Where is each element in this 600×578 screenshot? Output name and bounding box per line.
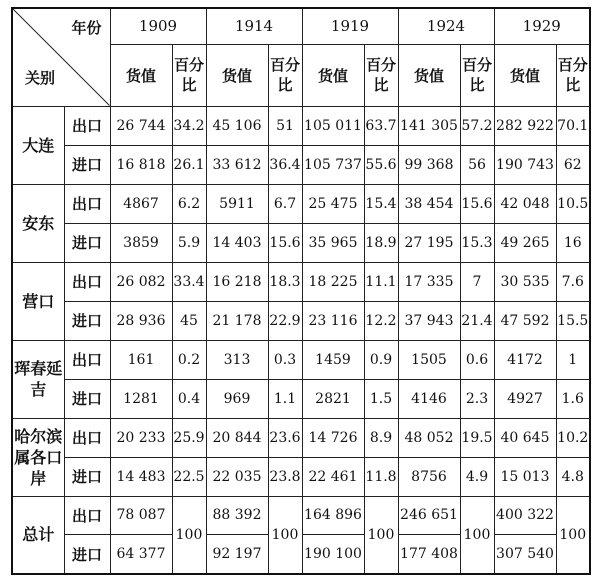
value-cell: 4172	[494, 340, 556, 379]
value-cell: 14 726	[302, 418, 364, 457]
total-value-cell	[398, 496, 460, 574]
pct-cell: 70.1	[556, 106, 590, 145]
value-cell: 23 116	[302, 301, 364, 340]
value-cell: 3859	[110, 223, 172, 262]
value-cell: 5911	[206, 184, 268, 223]
pct-cell: 8.9	[364, 418, 398, 457]
value-cell: 2821	[302, 379, 364, 418]
region-name: 哈尔滨属各口岸	[12, 418, 64, 496]
pct-cell: 1.5	[364, 379, 398, 418]
value-cell: 45 106	[206, 106, 268, 145]
value-cell: 4867	[110, 184, 172, 223]
total-export-value: 78 087	[111, 497, 172, 536]
value-cell: 26 082	[110, 262, 172, 301]
value-cell: 1505	[398, 340, 460, 379]
total-kind-split	[65, 497, 110, 574]
pct-cell: 7	[460, 262, 494, 301]
value-cell: 20 844	[206, 418, 268, 457]
pct-cell: 55.6	[364, 145, 398, 184]
total-import-value: 64 377	[116, 546, 166, 563]
value-cell: 105 737	[302, 145, 364, 184]
pct-cell: 0.2	[172, 340, 206, 379]
pct-cell: 63.7	[364, 106, 398, 145]
table-row	[12, 379, 590, 418]
region-name: 安东	[12, 184, 64, 262]
table-row	[12, 106, 590, 145]
pct-cell: 18.3	[268, 262, 302, 301]
pct-cell: 4.9	[460, 457, 494, 496]
value-cell: 27 195	[398, 223, 460, 262]
year-header: 1919	[302, 8, 398, 44]
total-pct-cell: 100	[460, 496, 494, 574]
header-row-years	[12, 8, 590, 44]
import-label: 进口	[64, 379, 110, 418]
import-label: 进口	[64, 301, 110, 340]
value-cell: 8756	[398, 457, 460, 496]
total-value-cell	[302, 496, 364, 574]
pct-cell: 5.9	[172, 223, 206, 262]
export-label: 出口	[64, 340, 110, 379]
pct-cell: 1	[556, 340, 590, 379]
value-cell: 16 818	[110, 145, 172, 184]
value-cell: 969	[206, 379, 268, 418]
table-body	[12, 8, 590, 574]
value-cell: 99 368	[398, 145, 460, 184]
total-import-value: 92 197	[212, 546, 262, 563]
total-export-value: 400 322	[495, 497, 556, 536]
total-pct-cell: 100	[364, 496, 398, 574]
value-cell: 1459	[302, 340, 364, 379]
value-cell: 26 744	[110, 106, 172, 145]
category-label: 关别	[25, 68, 56, 87]
value-cell: 40 645	[494, 418, 556, 457]
total-kind-cell	[64, 496, 110, 574]
pct-cell: 62	[556, 145, 590, 184]
table-row	[12, 457, 590, 496]
table-row	[12, 145, 590, 184]
value-cell: 1281	[110, 379, 172, 418]
export-label: 出口	[64, 262, 110, 301]
pct-cell: 2.3	[460, 379, 494, 418]
value-cell: 14 403	[206, 223, 268, 262]
pct-column-header: 百分比	[172, 44, 206, 106]
value-cell: 48 052	[398, 418, 460, 457]
value-column-header: 货值	[302, 44, 364, 106]
pct-cell: 33.4	[172, 262, 206, 301]
total-value-cell	[206, 496, 268, 574]
pct-cell: 22.5	[172, 457, 206, 496]
value-cell: 20 233	[110, 418, 172, 457]
value-column-header: 货值	[110, 44, 172, 106]
table-row	[12, 262, 590, 301]
pct-column-header: 百分比	[268, 44, 302, 106]
region-name: 珲春延吉	[12, 340, 64, 418]
value-cell: 190 743	[494, 145, 556, 184]
pct-cell: 0.3	[268, 340, 302, 379]
value-cell: 25 475	[302, 184, 364, 223]
pct-cell: 23.6	[268, 418, 302, 457]
value-cell: 47 592	[494, 301, 556, 340]
value-cell: 49 265	[494, 223, 556, 262]
pct-cell: 56	[460, 145, 494, 184]
region-name: 营口	[12, 262, 64, 340]
pct-cell: 6.7	[268, 184, 302, 223]
pct-cell: 57.2	[460, 106, 494, 145]
total-name: 总计	[12, 496, 64, 574]
pct-cell: 21.4	[460, 301, 494, 340]
pct-cell: 11.8	[364, 457, 398, 496]
region-name: 大连	[12, 106, 64, 184]
year-header: 1924	[398, 8, 494, 44]
export-label: 出口	[64, 184, 110, 223]
export-label: 出口	[65, 497, 110, 536]
value-cell: 28 936	[110, 301, 172, 340]
total-value-cell	[110, 496, 172, 574]
total-value-split	[303, 497, 364, 574]
table-row	[12, 184, 590, 223]
pct-cell: 1.6	[556, 379, 590, 418]
value-cell: 21 178	[206, 301, 268, 340]
value-cell: 42 048	[494, 184, 556, 223]
value-cell: 14 483	[110, 457, 172, 496]
value-cell: 22 461	[302, 457, 364, 496]
import-label: 进口	[71, 545, 102, 564]
pct-cell: 4.8	[556, 457, 590, 496]
pct-cell: 25.9	[172, 418, 206, 457]
value-cell: 30 535	[494, 262, 556, 301]
total-value-split	[399, 497, 460, 574]
pct-cell: 15.5	[556, 301, 590, 340]
pct-cell: 10.2	[556, 418, 590, 457]
pct-cell: 10.5	[556, 184, 590, 223]
value-column-header: 货值	[206, 44, 268, 106]
total-export-value: 88 392	[207, 497, 268, 536]
pct-cell: 19.5	[460, 418, 494, 457]
trade-table	[11, 7, 591, 575]
value-cell: 16 218	[206, 262, 268, 301]
pct-cell: 22.9	[268, 301, 302, 340]
pct-cell: 26.1	[172, 145, 206, 184]
value-cell: 161	[110, 340, 172, 379]
value-column-header: 货值	[398, 44, 460, 106]
total-import-value: 190 100	[304, 546, 362, 563]
value-cell: 18 225	[302, 262, 364, 301]
value-cell: 35 965	[302, 223, 364, 262]
pct-cell: 15.6	[268, 223, 302, 262]
table-row	[12, 223, 590, 262]
value-cell: 15 013	[494, 457, 556, 496]
pct-cell: 1.1	[268, 379, 302, 418]
value-cell: 17 335	[398, 262, 460, 301]
total-row	[12, 496, 590, 574]
pct-cell: 7.6	[556, 262, 590, 301]
value-cell: 37 943	[398, 301, 460, 340]
total-value-split	[495, 497, 556, 574]
value-cell: 313	[206, 340, 268, 379]
value-cell: 282 922	[494, 106, 556, 145]
pct-cell: 51	[268, 106, 302, 145]
total-value-split	[207, 497, 268, 574]
value-cell: 22 035	[206, 457, 268, 496]
pct-cell: 15.4	[364, 184, 398, 223]
total-value-split	[111, 497, 172, 574]
pct-column-header: 百分比	[556, 44, 590, 106]
export-label: 出口	[64, 106, 110, 145]
total-pct-cell: 100	[268, 496, 302, 574]
total-export-value: 164 896	[303, 497, 364, 536]
pct-cell: 16	[556, 223, 590, 262]
table-row	[12, 418, 590, 457]
total-import-value: 177 408	[400, 546, 458, 563]
import-label: 进口	[64, 223, 110, 262]
total-pct-cell: 100	[556, 496, 590, 574]
table-row	[12, 340, 590, 379]
total-export-value: 246 651	[399, 497, 460, 536]
value-cell: 141 305	[398, 106, 460, 145]
pct-cell: 45	[172, 301, 206, 340]
year-header: 1914	[206, 8, 302, 44]
pct-cell: 11.1	[364, 262, 398, 301]
total-value-cell	[494, 496, 556, 574]
pct-cell: 15.3	[460, 223, 494, 262]
pct-cell: 0.4	[172, 379, 206, 418]
value-column-header: 货值	[494, 44, 556, 106]
table-row	[12, 301, 590, 340]
value-cell: 4146	[398, 379, 460, 418]
total-pct-cell: 100	[172, 496, 206, 574]
pct-cell: 18.9	[364, 223, 398, 262]
year-label: 年份	[71, 19, 102, 37]
import-label: 进口	[64, 457, 110, 496]
value-cell: 105 011	[302, 106, 364, 145]
total-import-value: 307 540	[496, 546, 554, 563]
pct-cell: 23.8	[268, 457, 302, 496]
value-cell: 4927	[494, 379, 556, 418]
pct-cell: 36.4	[268, 145, 302, 184]
year-header: 1929	[494, 8, 590, 44]
corner-header	[12, 8, 110, 106]
pct-cell: 12.2	[364, 301, 398, 340]
pct-cell: 34.2	[172, 106, 206, 145]
value-cell: 33 612	[206, 145, 268, 184]
pct-cell: 6.2	[172, 184, 206, 223]
year-header: 1909	[110, 8, 206, 44]
pct-column-header: 百分比	[460, 44, 494, 106]
pct-column-header: 百分比	[364, 44, 398, 106]
export-label: 出口	[64, 418, 110, 457]
value-cell: 38 454	[398, 184, 460, 223]
import-label: 进口	[64, 145, 110, 184]
pct-cell: 0.9	[364, 340, 398, 379]
pct-cell: 15.6	[460, 184, 494, 223]
pct-cell: 0.6	[460, 340, 494, 379]
